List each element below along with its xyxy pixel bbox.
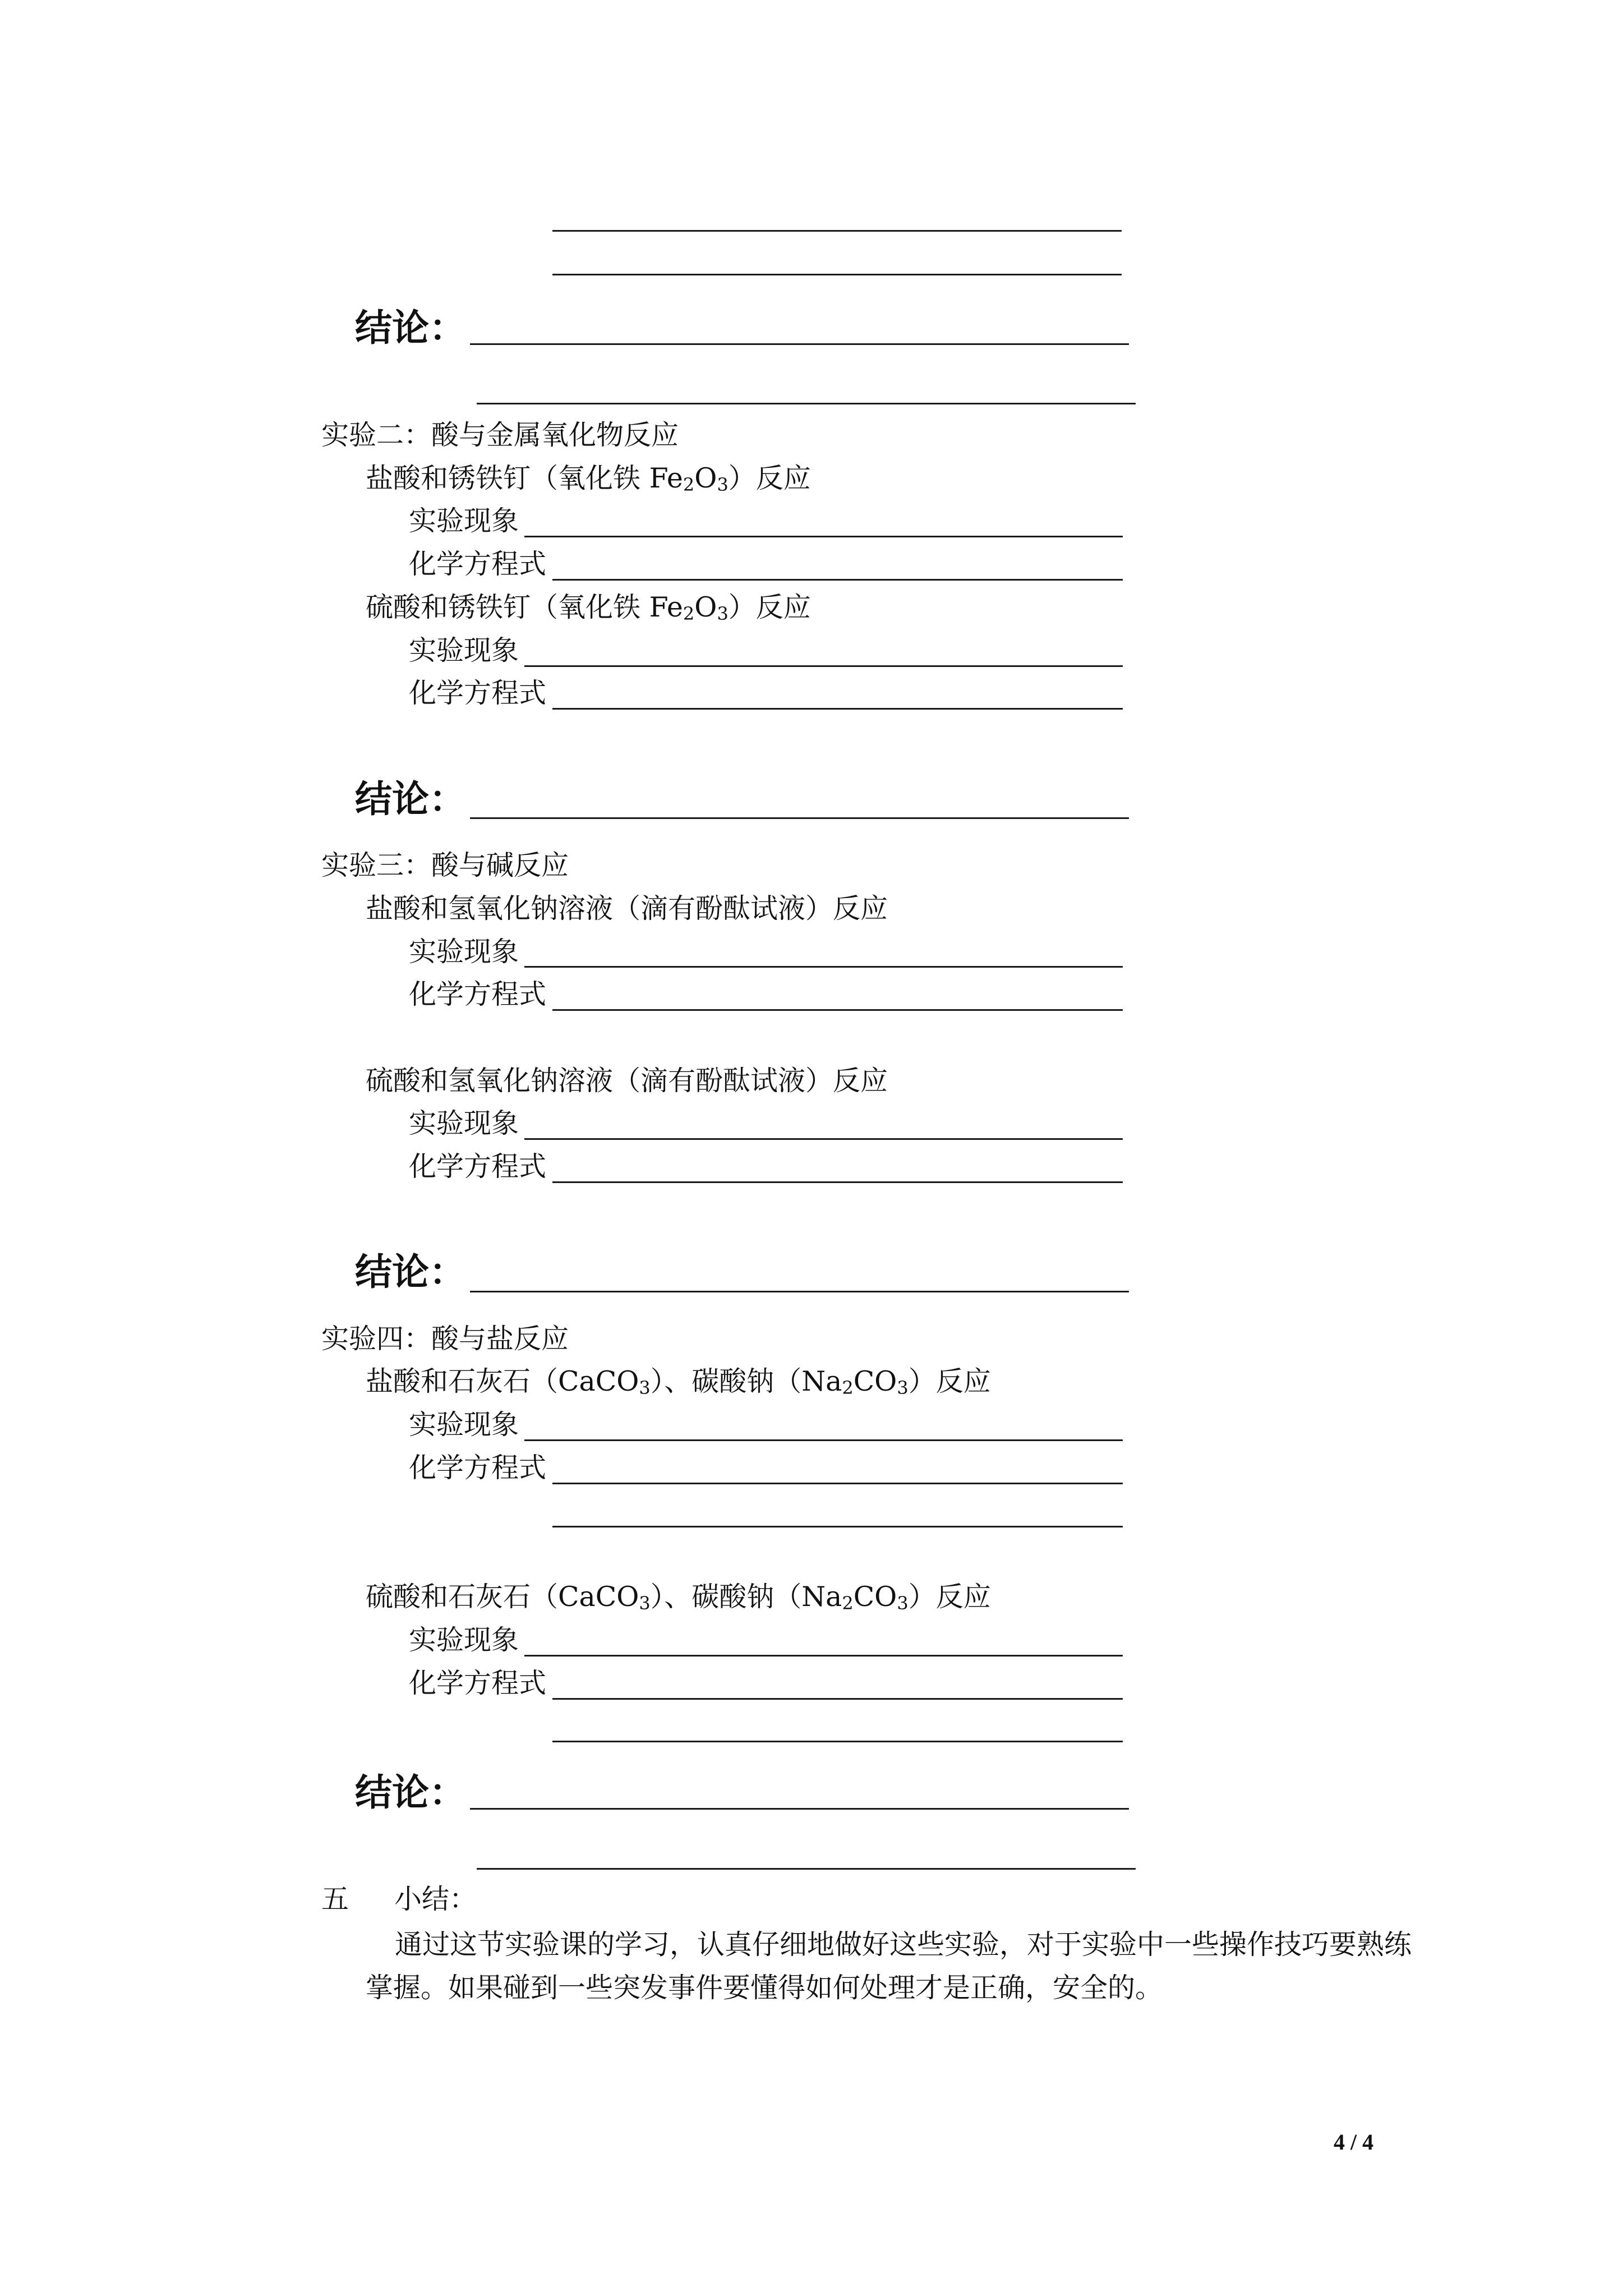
exp3-title: 实验三：酸与碱反应 bbox=[321, 849, 569, 881]
exp4-title: 实验四：酸与盐反应 bbox=[321, 1323, 569, 1355]
exp3-a-heading: 盐酸和氢氧化钠溶液（滴有酚酞试液）反应 bbox=[366, 892, 888, 924]
answer-line[interactable] bbox=[552, 274, 1122, 275]
conclusion-line[interactable] bbox=[477, 403, 1136, 404]
exp2-b-heading: 硫酸和锈铁钉（氧化铁 $Fe_2O_3$）反应 bbox=[366, 591, 811, 624]
equation-line[interactable] bbox=[552, 1483, 1123, 1484]
phenomenon-label: 实验现象 bbox=[409, 634, 519, 666]
equation-line[interactable] bbox=[552, 708, 1123, 710]
phenomenon-line[interactable] bbox=[524, 966, 1123, 968]
conclusion-line[interactable] bbox=[470, 1808, 1129, 1810]
phenomenon-label: 实验现象 bbox=[409, 1409, 519, 1441]
summary-title: 小结： bbox=[394, 1883, 477, 1915]
phenomenon-line[interactable] bbox=[524, 1439, 1123, 1441]
equation-label: 化学方程式 bbox=[409, 548, 547, 580]
equation-label: 化学方程式 bbox=[409, 1151, 547, 1182]
conclusion-line[interactable] bbox=[470, 343, 1129, 345]
conclusion-line[interactable] bbox=[470, 817, 1129, 819]
phenomenon-line[interactable] bbox=[524, 1138, 1123, 1140]
equation-line[interactable] bbox=[552, 1698, 1123, 1700]
phenomenon-line[interactable] bbox=[524, 665, 1123, 667]
conclusion-label: 结论： bbox=[355, 777, 466, 821]
conclusion-label: 结论： bbox=[355, 1771, 466, 1814]
summary-number: 五 bbox=[321, 1883, 349, 1915]
equation-label: 化学方程式 bbox=[409, 1452, 547, 1484]
phenomenon-label: 实验现象 bbox=[409, 505, 519, 537]
conclusion-label: 结论： bbox=[355, 306, 466, 349]
equation-line[interactable] bbox=[552, 1181, 1123, 1183]
phenomenon-label: 实验现象 bbox=[409, 1107, 519, 1139]
exp4-a-heading: 盐酸和石灰石（CaCO$_3$）、碳酸钠$(Na_2CO_3)$反应 bbox=[366, 1365, 991, 1398]
page-number: 4 / 4 bbox=[1334, 2129, 1374, 2155]
conclusion-line[interactable] bbox=[477, 1868, 1136, 1870]
exp3-b-heading: 硫酸和氢氧化钠溶液（滴有酚酞试液）反应 bbox=[366, 1065, 888, 1097]
exp2-title: 实验二：酸与金属氧化物反应 bbox=[321, 419, 679, 451]
equation-line-extra[interactable] bbox=[552, 1741, 1123, 1742]
conclusion-label: 结论： bbox=[355, 1250, 466, 1294]
equation-label: 化学方程式 bbox=[409, 978, 547, 1010]
answer-line[interactable] bbox=[552, 230, 1122, 232]
equation-line-extra[interactable] bbox=[552, 1526, 1123, 1527]
conclusion-line[interactable] bbox=[470, 1291, 1129, 1292]
equation-line[interactable] bbox=[552, 1009, 1123, 1011]
equation-label: 化学方程式 bbox=[409, 1667, 547, 1699]
phenomenon-line[interactable] bbox=[524, 536, 1123, 537]
phenomenon-line[interactable] bbox=[524, 1655, 1123, 1657]
exp4-b-heading: 硫酸和石灰石（CaCO$_3$）、碳酸钠$(Na_2CO_3)$反应 bbox=[366, 1581, 991, 1614]
phenomenon-label: 实验现象 bbox=[409, 936, 519, 968]
exp2-a-heading: 盐酸和锈铁钉（氧化铁 $Fe_2O_3$）反应 bbox=[366, 462, 811, 495]
phenomenon-label: 实验现象 bbox=[409, 1624, 519, 1656]
equation-line[interactable] bbox=[552, 579, 1123, 581]
equation-label: 化学方程式 bbox=[409, 677, 547, 709]
summary-paragraph: 通过这节实验课的学习，认真仔细地做好这些实验，对于实验中一些操作技巧要熟练掌握。如果碰到一些突发事件要懂得如何处理才是正确，安全的。 bbox=[366, 1929, 1412, 2004]
